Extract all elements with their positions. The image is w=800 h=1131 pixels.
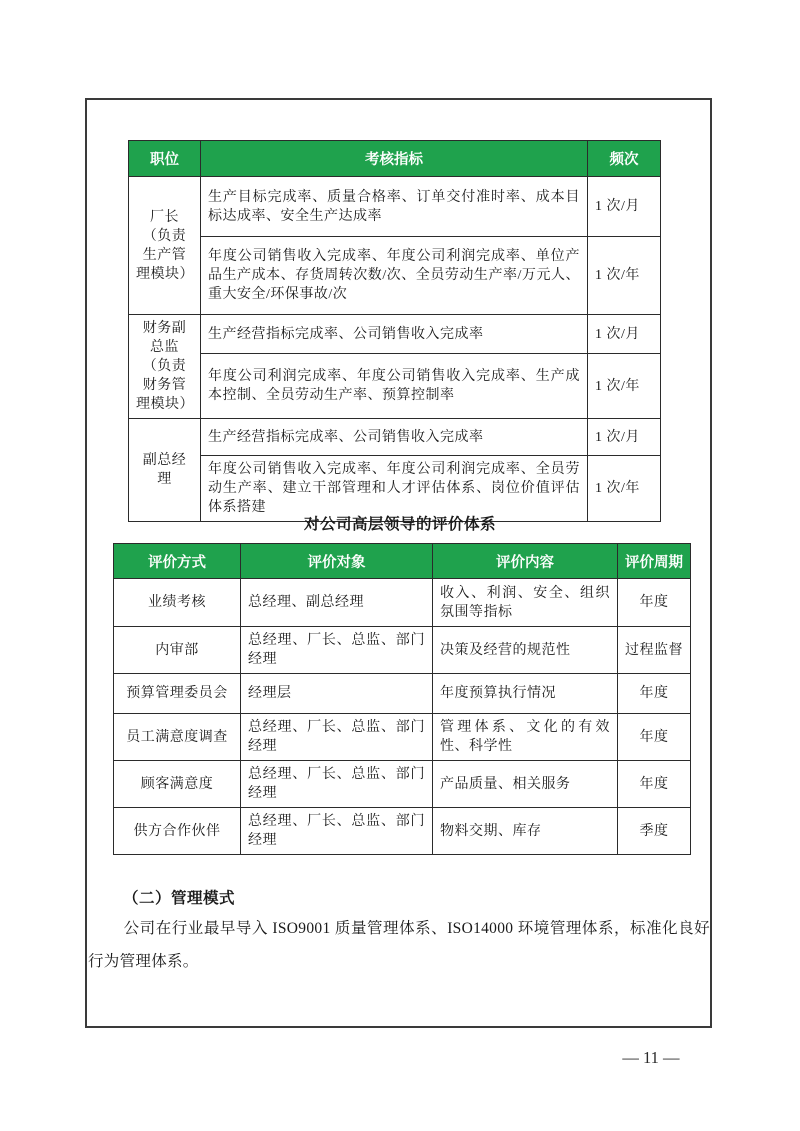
table-row (114, 714, 691, 761)
frequency-cell: 1 次/月 (588, 177, 661, 237)
table-row (129, 177, 661, 237)
table-row (114, 627, 691, 674)
cycle-cell: 年度 (618, 761, 691, 808)
cycle-cell: 季度 (618, 808, 691, 855)
method-cell: 预算管理委员会 (114, 674, 241, 714)
method-cell: 业绩考核 (114, 579, 241, 627)
cycle-cell: 年度 (618, 674, 691, 714)
header-cell-position: 职位 (129, 141, 201, 177)
frequency-cell: 1 次/月 (588, 315, 661, 354)
position-cell: 副总经理 (129, 419, 201, 522)
target-cell: 总经理、厂长、总监、部门经理 (241, 714, 433, 761)
frequency-cell: 1 次/月 (588, 419, 661, 456)
content-cell: 收入、利润、安全、组织氛围等指标 (433, 579, 618, 627)
content-cell: 产品质量、相关服务 (433, 761, 618, 808)
header-cell-cycle: 评价周期 (618, 544, 691, 579)
evaluation-system-table (113, 543, 691, 855)
table-row (114, 674, 691, 714)
table-row (129, 315, 661, 354)
frequency-cell: 1 次/年 (588, 456, 661, 522)
header-cell-frequency: 频次 (588, 141, 661, 177)
method-cell: 内审部 (114, 627, 241, 674)
table-row (114, 808, 691, 855)
position-cell: 厂长（负责生产管理模块） (129, 177, 201, 315)
indicators-cell: 生产经营指标完成率、公司销售收入完成率 (201, 419, 588, 456)
table-row (114, 761, 691, 808)
target-cell: 总经理、厂长、总监、部门经理 (241, 627, 433, 674)
evaluation-table-title: 对公司高层领导的评价体系 (303, 516, 496, 533)
indicators-cell: 年度公司销售收入完成率、年度公司利润完成率、全员劳动生产率、建立干部管理和人才评估体系、岗位价值评估体系搭建 (201, 456, 588, 522)
method-cell: 员工满意度调查 (114, 714, 241, 761)
indicators-cell: 生产经营指标完成率、公司销售收入完成率 (201, 315, 588, 354)
assessment-indicators-table (128, 140, 661, 522)
content-cell: 年度预算执行情况 (433, 674, 618, 714)
header-cell-content: 评价内容 (433, 544, 618, 579)
target-cell: 经理层 (241, 674, 433, 714)
method-cell: 顾客满意度 (114, 761, 241, 808)
table-header-row (114, 544, 691, 579)
target-cell: 总经理、厂长、总监、部门经理 (241, 808, 433, 855)
cycle-cell: 过程监督 (618, 627, 691, 674)
table-header-row (129, 141, 661, 177)
page-number: — 11 — (622, 1048, 680, 1067)
table-row (129, 419, 661, 456)
table-row (129, 237, 661, 315)
content-cell: 决策及经营的规范性 (433, 627, 618, 674)
header-cell-target: 评价对象 (241, 544, 433, 579)
frequency-cell: 1 次/年 (588, 237, 661, 315)
table-row (114, 579, 691, 627)
content-cell: 物料交期、库存 (433, 808, 618, 855)
table-row (129, 354, 661, 419)
cycle-cell: 年度 (618, 714, 691, 761)
header-cell-indicators: 考核指标 (201, 141, 588, 177)
target-cell: 总经理、副总经理 (241, 579, 433, 627)
frequency-cell: 1 次/年 (588, 354, 661, 419)
indicators-cell: 年度公司利润完成率、年度公司销售收入完成率、生产成本控制、全员劳动生产率、预算控制率 (201, 354, 588, 419)
cycle-cell: 年度 (618, 579, 691, 627)
method-cell: 供方合作伙伴 (114, 808, 241, 855)
indicators-cell: 年度公司销售收入完成率、年度公司利润完成率、单位产品生产成本、存货周转次数/次、全员劳动生产率/万元人、重大安全/环保事故/次 (201, 237, 588, 315)
content-cell: 管理体系、文化的有效性、科学性 (433, 714, 618, 761)
indicators-cell: 生产目标完成率、质量合格率、订单交付准时率、成本目标达成率、安全生产达成率 (201, 177, 588, 237)
header-cell-method: 评价方式 (114, 544, 241, 579)
body-paragraph: 公司在行业最早导入 ISO9001 质量管理体系、ISO14000 环境管理体系，标准化良好行为管理体系。 (88, 920, 710, 970)
section-heading: （二）管理模式 (123, 890, 236, 907)
target-cell: 总经理、厂长、总监、部门经理 (241, 761, 433, 808)
position-cell: 财务副总监（负责财务管理模块） (129, 315, 201, 419)
